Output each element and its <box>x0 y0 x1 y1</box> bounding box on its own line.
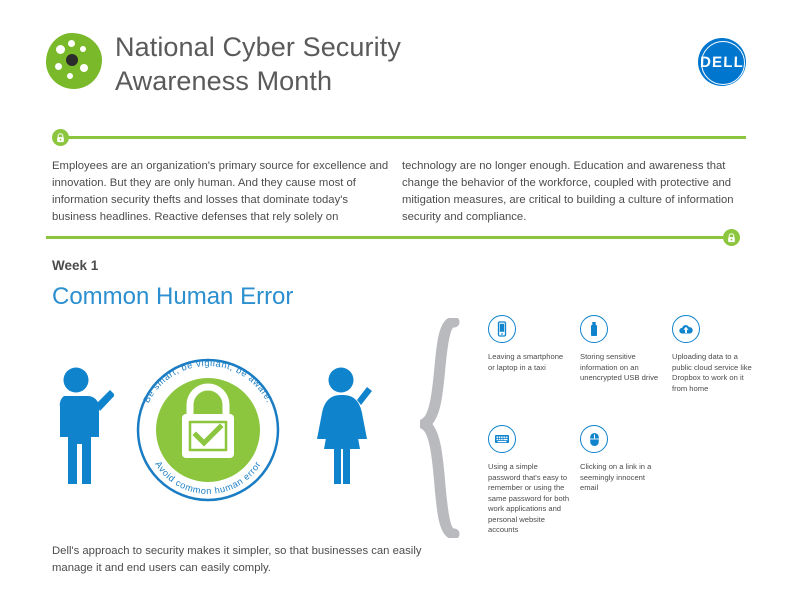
mouse-icon <box>580 425 608 453</box>
usb-drive-icon <box>580 315 608 343</box>
week-label: Week 1 <box>52 258 99 273</box>
tip-item <box>488 315 570 373</box>
tip-item <box>580 315 662 384</box>
illustration-group <box>40 350 410 510</box>
dell-logo-text: DELL <box>699 53 745 71</box>
curly-brace-decoration <box>420 318 460 538</box>
divider-top <box>68 136 746 139</box>
section-title: Common Human Error <box>52 283 294 310</box>
page-header <box>0 0 792 120</box>
page-title-line-1: National Cyber Security <box>115 32 401 62</box>
tip-text: Uploading data to a public cloud service like Dropbox to work on it from home <box>672 352 752 393</box>
male-figure-icon <box>52 366 114 484</box>
tip-text: Storing sensitive information on an unencrypted USB drive <box>580 352 659 382</box>
tip-item <box>672 315 754 394</box>
smartphone-icon <box>488 315 516 343</box>
page-title-line-2: Awareness Month <box>115 66 333 96</box>
security-seal <box>120 352 296 504</box>
female-figure-icon <box>310 366 372 484</box>
tip-text: Using a simple password that's easy to remember or using the same password for both work applications and personal website accounts <box>488 462 570 534</box>
intro-paragraph-right: technology are no longer enough. Education and awareness that change the behavior of the workforce, coupled with protective and mitigation measures, are critical to building a culture of information security and compliance. <box>402 160 734 223</box>
seal-top-text: Be smart, be vigilant, be aware. <box>141 357 275 405</box>
footer-text: Dell's approach to security makes it simpler, so that businesses can easily manage it and end users can easily comply. <box>52 545 422 574</box>
dell-logo <box>698 38 746 86</box>
tip-item <box>580 425 662 494</box>
tip-item <box>488 425 570 536</box>
dell-green-dots-logo-icon <box>46 33 102 89</box>
tip-text: Leaving a smartphone or laptop in a taxi <box>488 352 564 372</box>
page-title <box>115 30 535 98</box>
lock-badge-top-icon <box>52 129 69 146</box>
keyboard-icon <box>488 425 516 453</box>
lock-badge-middle-icon <box>723 229 740 246</box>
divider-middle <box>46 236 724 239</box>
cloud-upload-icon <box>672 315 700 343</box>
intro-paragraph-left: Employees are an organization's primary source for excellence and innovation. But they are only human. And they cause most of information security thefts and losses that dominate today's business headlines. Reactive defenses that rely solely on <box>52 160 389 223</box>
tip-text: Clicking on a link in a seemingly innocent email <box>580 462 652 492</box>
seal-bottom-text: Avoid common human error <box>153 459 263 497</box>
